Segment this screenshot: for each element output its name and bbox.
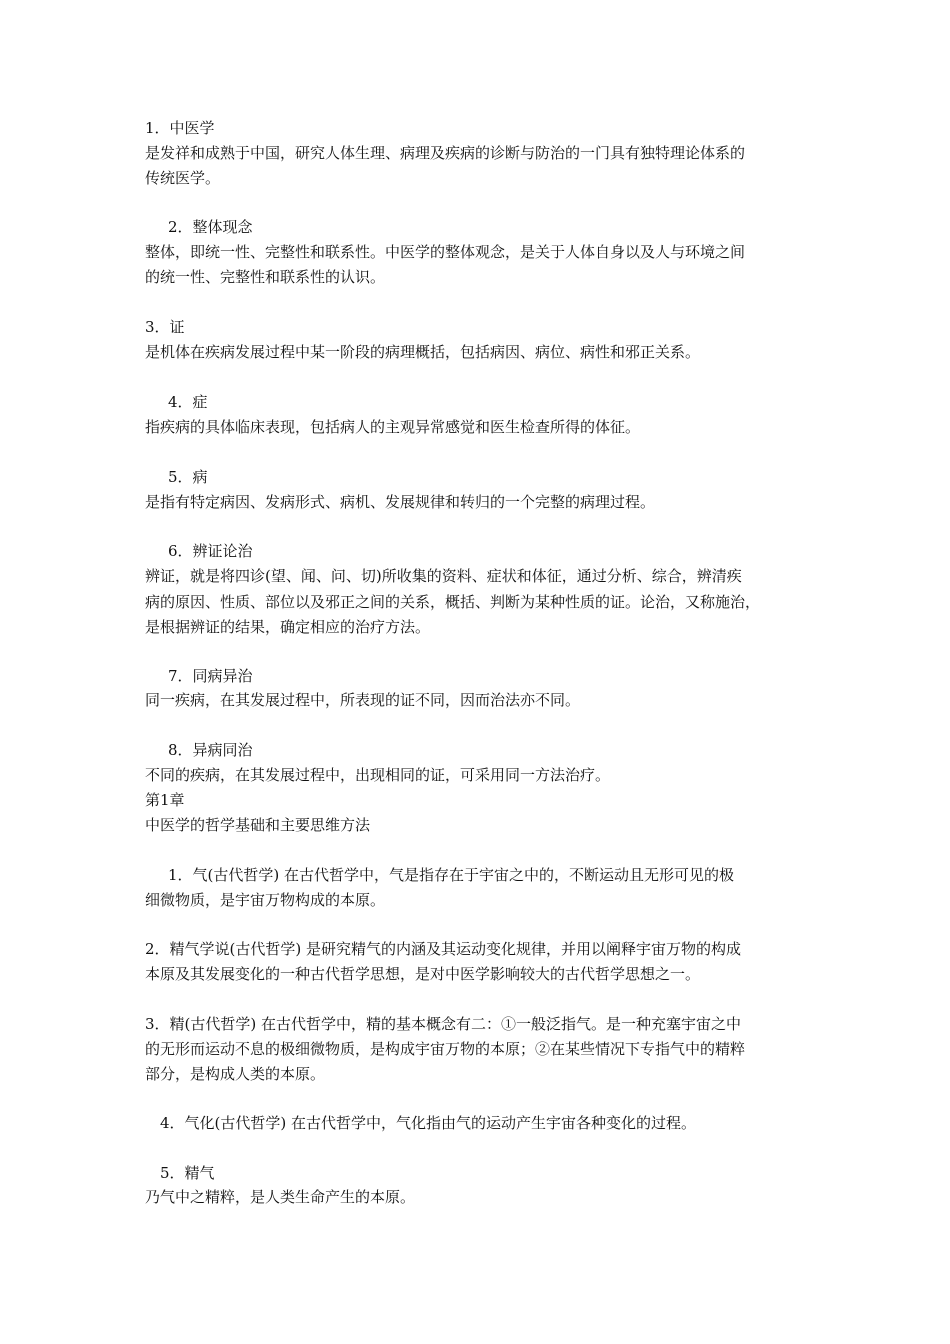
heading-8: 8．异病同治 [168, 741, 253, 759]
paragraph-line: 指疾病的具体临床表现，包括病人的主观异常感觉和医生检查所得的体征。 [145, 418, 641, 436]
heading-4: 4．症 [168, 393, 208, 411]
entry-qihua-line: 4．气化(古代哲学) 在古代哲学中，气化指由气的运动产生宇宙各种变化的过程。 [160, 1114, 697, 1132]
paragraph-line: 部分，是构成人类的本原。 [145, 1065, 326, 1083]
entry-jingqi-theory-line: 2．精气学说(古代哲学) 是研究精气的内涵及其运动变化规律，并用以阐释宇宙万物的构成 [145, 940, 742, 958]
heading-1: 1．中医学 [145, 119, 215, 137]
paragraph-line: 细微物质，是宇宙万物构成的本原。 [145, 891, 386, 909]
chapter-label: 第1章 [145, 791, 185, 809]
chapter-title: 中医学的哲学基础和主要思维方法 [145, 816, 371, 834]
heading-3: 3．证 [145, 318, 185, 336]
paragraph-line: 整体，即统一性、完整性和联系性。中医学的整体观念，是关于人体自身以及人与环境之间 [145, 243, 746, 261]
paragraph-line: 病的原因、性质、部位以及邪正之间的关系，概括、判断为某种性质的证。论治，又称施治， [145, 593, 761, 611]
entry-qi-line: 1．气(古代哲学) 在古代哲学中，气是指存在于宇宙之中的，不断运动且无形可见的极 [168, 866, 735, 884]
heading-6: 6．辨证论治 [168, 542, 253, 560]
paragraph-line: 是指有特定病因、发病形式、病机、发展规律和转归的一个完整的病理过程。 [145, 493, 656, 511]
paragraph-line: 本原及其发展变化的一种古代哲学思想，是对中医学影响较大的古代哲学思想之一。 [145, 965, 701, 983]
paragraph-line: 是发祥和成熟于中国，研究人体生理、病理及疾病的诊断与防治的一门具有独特理论体系的 [145, 144, 746, 162]
entry-jing-line: 3．精(古代哲学) 在古代哲学中，精的基本概念有二：①一般泛指气。是一种充塞宇宙之中 [145, 1015, 742, 1033]
paragraph-line: 同一疾病，在其发展过程中，所表现的证不同，因而治法亦不同。 [145, 691, 581, 709]
paragraph-line: 的统一性、完整性和联系性的认识。 [145, 268, 386, 286]
paragraph-line: 是机体在疾病发展过程中某一阶段的病理概括，包括病因、病位、病性和邪正关系。 [145, 343, 701, 361]
heading-2: 2．整体现念 [168, 218, 253, 236]
heading-7: 7．同病异治 [168, 667, 253, 685]
heading-jingqi: 5．精气 [160, 1164, 215, 1182]
heading-5: 5．病 [168, 468, 208, 486]
paragraph-line: 传统医学。 [145, 169, 221, 187]
paragraph-line: 辨证，就是将四诊(望、闻、问、切)所收集的资料、症状和体征，通过分析、综合，辨清疾 [145, 567, 742, 585]
paragraph-line: 不同的疾病，在其发展过程中，出现相同的证，可采用同一方法治疗。 [145, 766, 611, 784]
paragraph-line: 的无形而运动不息的极细微物质，是构成宇宙万物的本原；②在某些情况下专指气中的精粹 [145, 1040, 746, 1058]
paragraph-line: 是根据辨证的结果，确定相应的治疗方法。 [145, 618, 431, 636]
paragraph-line: 乃气中之精粹，是人类生命产生的本原。 [145, 1188, 416, 1206]
